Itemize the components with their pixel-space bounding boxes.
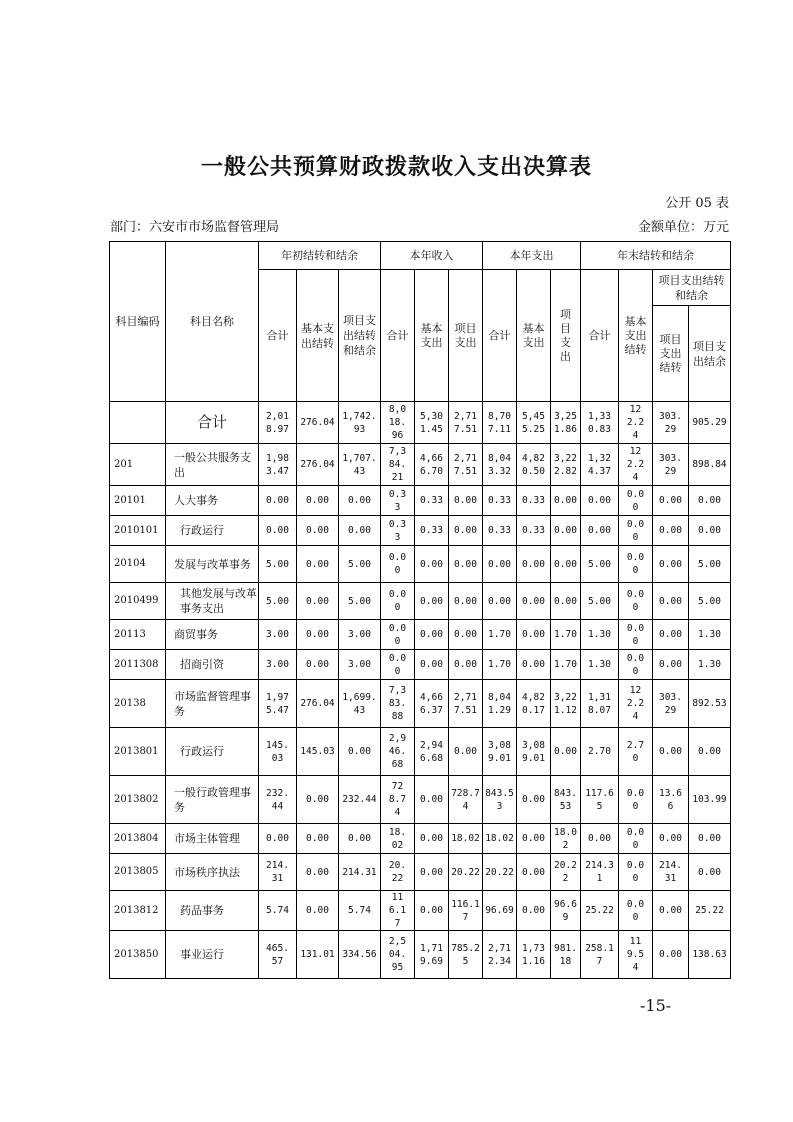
row-value: 785.25	[449, 931, 483, 979]
row-value: 103.99	[689, 776, 731, 824]
header-income-group: 本年收入	[381, 242, 483, 270]
row-value: 0.00	[449, 650, 483, 680]
form-number: 公开 05 表	[665, 196, 729, 211]
row-value: 1,324.37	[581, 444, 619, 486]
header-begin-group: 年初结转和结余	[259, 242, 381, 270]
header-begin-project: 项目支出结转和结余	[339, 270, 381, 402]
header-code: 科目编码	[110, 242, 166, 402]
header-end-basic: 基本支出结转	[619, 270, 653, 402]
row-value: 0.00	[449, 546, 483, 583]
row-value: 2.70	[619, 728, 653, 776]
row-value: 119.54	[619, 931, 653, 979]
row-value: 20.22	[551, 854, 581, 891]
row-value: 18.02	[381, 824, 415, 854]
row-value: 0.00	[297, 824, 339, 854]
row-value: 0.00	[581, 824, 619, 854]
row-value: 0.00	[653, 516, 689, 546]
row-value: 2,504.95	[381, 931, 415, 979]
header-end-group: 年末结转和结余	[581, 242, 731, 270]
row-value: 0.00	[297, 891, 339, 931]
row-value: 0.00	[415, 824, 449, 854]
row-value: 0.00	[689, 516, 731, 546]
table-row	[110, 402, 731, 444]
row-code: 2011308	[110, 650, 166, 680]
row-value: 728.74	[381, 776, 415, 824]
row-value: 0.00	[653, 728, 689, 776]
row-value: 0.00	[415, 583, 449, 620]
row-value: 0.00	[449, 486, 483, 516]
row-value: 0.00	[619, 546, 653, 583]
row-value: 465.57	[259, 931, 297, 979]
row-value: 145.03	[297, 728, 339, 776]
row-value: 0.00	[653, 650, 689, 680]
row-value: 892.53	[689, 680, 731, 728]
table-row	[110, 931, 731, 979]
row-value: 0.00	[517, 650, 551, 680]
row-value: 843.53	[551, 776, 581, 824]
row-value: 5,455.25	[517, 402, 551, 444]
row-name: 药品事务	[166, 891, 259, 931]
row-name: 招商引资	[166, 650, 259, 680]
header-end-project-balance: 项目支出结余	[689, 306, 731, 402]
row-value: 0.00	[551, 486, 581, 516]
row-value: 1,731.16	[517, 931, 551, 979]
header-end-total: 合计	[581, 270, 619, 402]
row-value: 0.00	[551, 516, 581, 546]
row-code: 20138	[110, 680, 166, 728]
row-code: 2013850	[110, 931, 166, 979]
row-value: 116.17	[449, 891, 483, 931]
row-value: 0.00	[415, 891, 449, 931]
row-value: 8,043.32	[483, 444, 517, 486]
row-value: 2,717.51	[449, 444, 483, 486]
row-value: 2,717.51	[449, 680, 483, 728]
row-code: 2013804	[110, 824, 166, 854]
row-value: 3,089.01	[483, 728, 517, 776]
row-value: 3.00	[259, 650, 297, 680]
budget-table	[109, 241, 731, 979]
row-value: 214.31	[653, 854, 689, 891]
row-value: 0.33	[415, 486, 449, 516]
row-value: 0.00	[297, 854, 339, 891]
page-number: -15-	[640, 996, 672, 1015]
row-value: 0.00	[517, 546, 551, 583]
row-name: 事业运行	[166, 931, 259, 979]
table-row	[110, 583, 731, 620]
row-value: 303.29	[653, 444, 689, 486]
row-value: 0.00	[381, 650, 415, 680]
table-row	[110, 486, 731, 516]
row-value: 138.63	[689, 931, 731, 979]
table-row	[110, 650, 731, 680]
row-value: 1.70	[483, 650, 517, 680]
row-value: 5.74	[259, 891, 297, 931]
row-value: 0.00	[415, 854, 449, 891]
row-value: 3.00	[339, 650, 381, 680]
row-value: 0.00	[297, 486, 339, 516]
row-value: 4,666.37	[415, 680, 449, 728]
row-value: 0.00	[619, 854, 653, 891]
row-value: 0.00	[689, 728, 731, 776]
row-value: 3,251.86	[551, 402, 581, 444]
row-value: 0.00	[653, 546, 689, 583]
row-value: 0.00	[415, 776, 449, 824]
row-value: 131.01	[297, 931, 339, 979]
header-income-project: 项目支出	[449, 270, 483, 402]
row-value: 8,041.29	[483, 680, 517, 728]
row-code: 20101	[110, 486, 166, 516]
row-value: 3.00	[339, 620, 381, 650]
row-name: 商贸事务	[166, 620, 259, 650]
row-value: 0.00	[517, 583, 551, 620]
header-income-total: 合计	[381, 270, 415, 402]
row-name: 其他发展与改革事务支出	[166, 583, 259, 620]
row-value: 0.00	[517, 891, 551, 931]
row-value: 1,983.47	[259, 444, 297, 486]
row-value: 0.00	[551, 728, 581, 776]
row-value: 0.00	[415, 546, 449, 583]
row-value: 843.53	[483, 776, 517, 824]
row-value: 1.30	[581, 650, 619, 680]
row-value: 0.00	[415, 650, 449, 680]
row-value: 3.00	[259, 620, 297, 650]
row-value: 728.74	[449, 776, 483, 824]
row-value: 0.00	[653, 620, 689, 650]
row-value: 0.00	[381, 546, 415, 583]
row-value: 3,221.12	[551, 680, 581, 728]
row-value: 5.00	[581, 546, 619, 583]
row-value: 0.00	[653, 931, 689, 979]
row-value: 5.00	[259, 546, 297, 583]
row-value: 898.84	[689, 444, 731, 486]
department-label: 部门：六安市市场监督管理局	[110, 220, 280, 235]
row-value: 5.00	[339, 546, 381, 583]
row-value: 0.00	[619, 891, 653, 931]
row-value: 116.17	[381, 891, 415, 931]
row-value: 0.33	[381, 516, 415, 546]
row-value: 905.29	[689, 402, 731, 444]
row-value: 1.70	[551, 650, 581, 680]
row-value: 0.00	[517, 854, 551, 891]
row-value: 96.69	[551, 891, 581, 931]
row-name: 一般公共服务支出	[166, 444, 259, 486]
row-value: 1,975.47	[259, 680, 297, 728]
row-name: 发展与改革事务	[166, 546, 259, 583]
header-begin-total: 合计	[259, 270, 297, 402]
row-value: 18.02	[483, 824, 517, 854]
row-code: 20104	[110, 546, 166, 583]
row-value: 122.24	[619, 402, 653, 444]
row-value: 1,707.43	[339, 444, 381, 486]
row-value: 1.70	[551, 620, 581, 650]
row-value: 0.33	[381, 486, 415, 516]
row-name: 合计	[166, 402, 259, 444]
row-name: 市场监督管理事务	[166, 680, 259, 728]
row-value: 0.00	[339, 824, 381, 854]
row-value: 1,742.93	[339, 402, 381, 444]
row-value: 258.17	[581, 931, 619, 979]
row-value: 232.44	[339, 776, 381, 824]
row-value: 0.00	[619, 824, 653, 854]
row-name: 人大事务	[166, 486, 259, 516]
row-value: 0.00	[339, 728, 381, 776]
row-value: 981.18	[551, 931, 581, 979]
row-value: 1.30	[689, 650, 731, 680]
row-value: 0.00	[689, 486, 731, 516]
row-value: 7,384.21	[381, 444, 415, 486]
row-value: 0.00	[619, 620, 653, 650]
row-value: 0.00	[551, 546, 581, 583]
table-body	[110, 402, 731, 979]
row-name: 一般行政管理事务	[166, 776, 259, 824]
row-value: 1.30	[689, 620, 731, 650]
row-value: 334.56	[339, 931, 381, 979]
header-begin-basic: 基本支出结转	[297, 270, 339, 402]
row-code: 2010101	[110, 516, 166, 546]
header-name: 科目名称	[166, 242, 259, 402]
row-value: 20.22	[483, 854, 517, 891]
row-value: 18.02	[551, 824, 581, 854]
row-value: 1,330.83	[581, 402, 619, 444]
row-value: 0.00	[653, 486, 689, 516]
row-value: 2,018.97	[259, 402, 297, 444]
row-code: 2013805	[110, 854, 166, 891]
row-value: 2,946.68	[415, 728, 449, 776]
row-code: 2010499	[110, 583, 166, 620]
row-value: 4,820.17	[517, 680, 551, 728]
row-value: 0.00	[381, 583, 415, 620]
row-value: 0.00	[653, 583, 689, 620]
row-value: 117.65	[581, 776, 619, 824]
table-row	[110, 728, 731, 776]
table-row	[110, 891, 731, 931]
row-value: 0.33	[517, 486, 551, 516]
row-value: 0.00	[517, 776, 551, 824]
row-value: 2.70	[581, 728, 619, 776]
row-value: 2,712.34	[483, 931, 517, 979]
row-value: 122.24	[619, 444, 653, 486]
row-code: 2013812	[110, 891, 166, 931]
row-name: 行政运行	[166, 728, 259, 776]
row-code: 2013802	[110, 776, 166, 824]
header-expense-project: 项目支出	[551, 270, 581, 402]
row-name: 市场主体管理	[166, 824, 259, 854]
row-value: 276.04	[297, 680, 339, 728]
row-value: 122.24	[619, 680, 653, 728]
row-value: 0.00	[449, 516, 483, 546]
row-value: 0.00	[517, 620, 551, 650]
row-value: 1,318.07	[581, 680, 619, 728]
row-value: 0.00	[297, 776, 339, 824]
row-value: 214.31	[259, 854, 297, 891]
header-expense-total: 合计	[483, 270, 517, 402]
row-value: 8,707.11	[483, 402, 517, 444]
row-value: 4,666.70	[415, 444, 449, 486]
row-value: 18.02	[449, 824, 483, 854]
row-value: 0.00	[259, 824, 297, 854]
row-value: 0.00	[449, 583, 483, 620]
row-value: 303.29	[653, 680, 689, 728]
row-value: 13.66	[653, 776, 689, 824]
row-value: 0.00	[689, 824, 731, 854]
header-income-basic: 基本支出	[415, 270, 449, 402]
row-value: 0.00	[619, 486, 653, 516]
row-value: 0.00	[339, 516, 381, 546]
row-value: 0.33	[483, 516, 517, 546]
row-value: 8,018.96	[381, 402, 415, 444]
row-value: 3,222.82	[551, 444, 581, 486]
row-value: 0.00	[297, 583, 339, 620]
row-value: 0.33	[415, 516, 449, 546]
row-value: 5,301.45	[415, 402, 449, 444]
row-value: 0.00	[297, 620, 339, 650]
row-value: 0.00	[619, 583, 653, 620]
row-code: 201	[110, 444, 166, 486]
row-value: 3,089.01	[517, 728, 551, 776]
row-value: 4,820.50	[517, 444, 551, 486]
table-row	[110, 854, 731, 891]
row-code	[110, 402, 166, 444]
table-row	[110, 776, 731, 824]
row-value: 5.74	[339, 891, 381, 931]
row-value: 20.22	[449, 854, 483, 891]
row-value: 1.30	[581, 620, 619, 650]
row-value: 0.00	[619, 516, 653, 546]
row-value: 5.00	[259, 583, 297, 620]
row-value: 96.69	[483, 891, 517, 931]
page-title: 一般公共预算财政拨款收入支出决算表	[200, 155, 592, 180]
header-end-project-carry: 项目支出结转	[653, 306, 689, 402]
table-row	[110, 824, 731, 854]
row-value: 0.00	[259, 516, 297, 546]
row-value: 0.33	[517, 516, 551, 546]
row-value: 0.00	[259, 486, 297, 516]
row-value: 2,946.68	[381, 728, 415, 776]
row-value: 145.03	[259, 728, 297, 776]
row-value: 0.00	[619, 650, 653, 680]
table-row	[110, 444, 731, 486]
row-value: 0.00	[653, 824, 689, 854]
row-value: 25.22	[689, 891, 731, 931]
table-row	[110, 516, 731, 546]
header-expense-basic: 基本支出	[517, 270, 551, 402]
row-value: 0.00	[297, 516, 339, 546]
row-value: 1.70	[483, 620, 517, 650]
row-value: 303.29	[653, 402, 689, 444]
row-value: 1,719.69	[415, 931, 449, 979]
row-value: 0.00	[297, 546, 339, 583]
row-value: 0.00	[449, 620, 483, 650]
row-value: 0.00	[415, 620, 449, 650]
row-value: 276.04	[297, 402, 339, 444]
header-expense-group: 本年支出	[483, 242, 581, 270]
row-value: 0.00	[449, 728, 483, 776]
row-value: 0.00	[483, 546, 517, 583]
row-value: 0.00	[551, 583, 581, 620]
table-row	[110, 546, 731, 583]
row-name: 市场秩序执法	[166, 854, 259, 891]
row-name: 行政运行	[166, 516, 259, 546]
row-value: 5.00	[581, 583, 619, 620]
row-value: 0.00	[297, 650, 339, 680]
row-value: 5.00	[689, 546, 731, 583]
row-value: 214.31	[339, 854, 381, 891]
row-value: 232.44	[259, 776, 297, 824]
table-row	[110, 680, 731, 728]
row-value: 0.00	[619, 776, 653, 824]
table-row	[110, 620, 731, 650]
row-value: 7,383.88	[381, 680, 415, 728]
row-value: 0.00	[517, 824, 551, 854]
row-value: 1,699.43	[339, 680, 381, 728]
row-value: 214.31	[581, 854, 619, 891]
header-end-project-group: 项目支出结转和结余	[653, 270, 731, 306]
row-value: 276.04	[297, 444, 339, 486]
row-value: 0.00	[581, 516, 619, 546]
row-code: 2013801	[110, 728, 166, 776]
amount-unit-label: 金额单位：万元	[637, 220, 729, 235]
row-value: 0.33	[483, 486, 517, 516]
row-value: 0.00	[381, 620, 415, 650]
row-value: 0.00	[339, 486, 381, 516]
row-code: 20113	[110, 620, 166, 650]
row-value: 0.00	[653, 891, 689, 931]
row-value: 2,717.51	[449, 402, 483, 444]
row-value: 5.00	[339, 583, 381, 620]
row-value: 0.00	[581, 486, 619, 516]
row-value: 0.00	[689, 854, 731, 891]
row-value: 0.00	[483, 583, 517, 620]
row-value: 5.00	[689, 583, 731, 620]
row-value: 25.22	[581, 891, 619, 931]
row-value: 20.22	[381, 854, 415, 891]
